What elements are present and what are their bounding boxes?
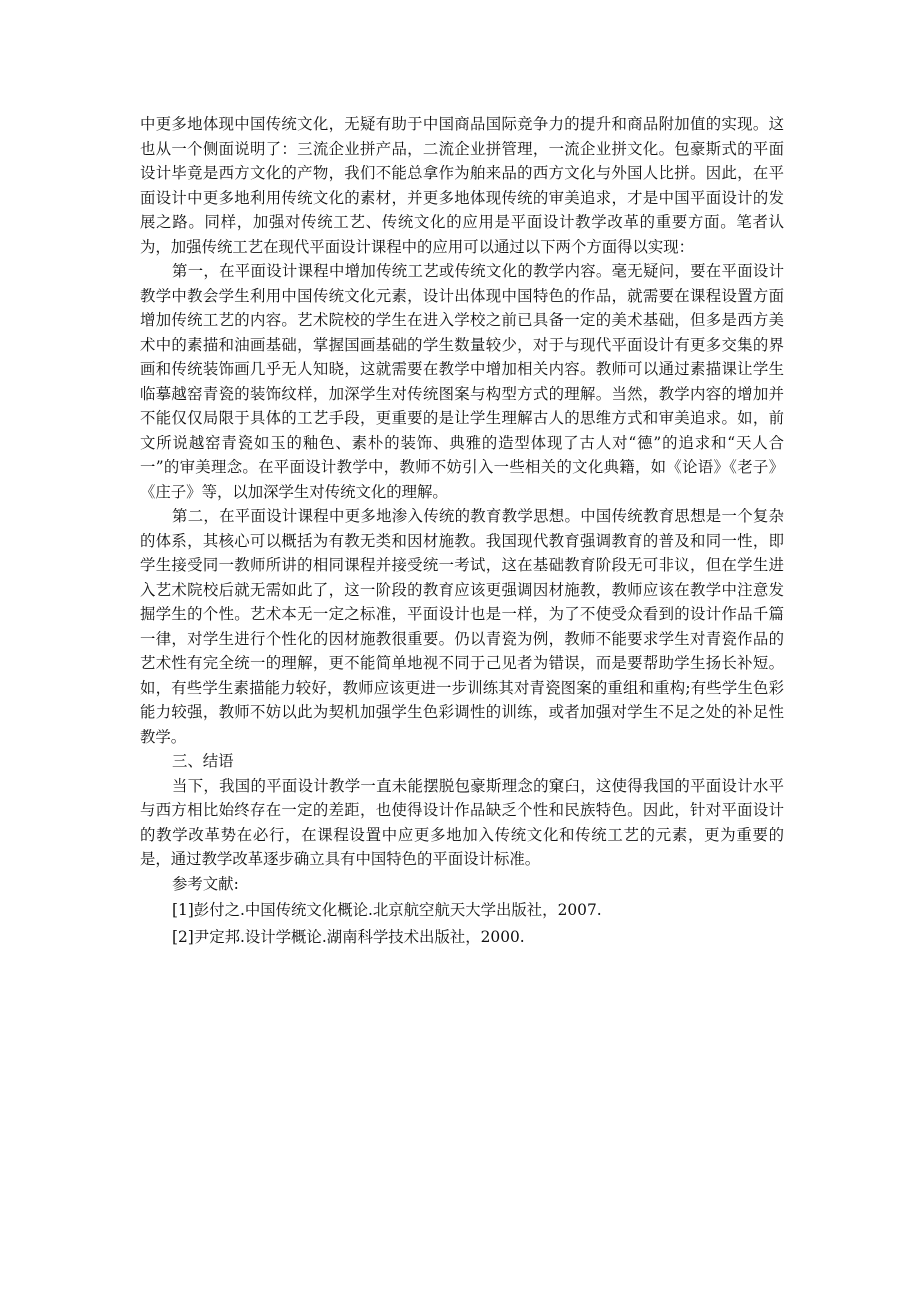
conclusion-paragraph: 当下，我国的平面设计教学一直未能摆脱包豪斯理念的窠臼，这使得我国的平面设计水平与西方相比始终存在一定的差距，也使得设计作品缺乏个性和民族特色。因此，针对平面设计的教学改革势在必行，在课程设置中应更多地加入传统文化和传统工艺的元素，更为重要的是，通过教学改革逐步确立具有中国特色的平面设计标准。: [140, 776, 784, 868]
body-paragraph-first-point: 第一，在平面设计课程中增加传统工艺或传统文化的教学内容。毫无疑问，要在平面设计教学中教会学生利用中国传统文化元素，设计出体现中国特色的作品，就需要在课程设置方面增加传统工艺的内容。艺术院校的学生在进入学校之前已具备一定的美术基础，但多是西方美术中的素描和油画基础，掌握国画基础的学生数量较少，对于与现代平面设计有更多交集的界画和传统装饰画几乎无人知晓，这就需要在教学中增加相关内容。教师可以通过素描课让学生临摹越窑青瓷的装饰纹样，加深学生对传统图案与构型方式的理解。当然，教学内容的增加并不能仅仅局限于具体的工艺手段，更重要的是让学生理解古人的思维方式和审美追求。如，前文所说越窑青瓷如玉的釉色、素朴的装饰、典雅的造型体现了古人对“德”的追求和“天人合一”的审美理念。在平面设计教学中，教师不妨引入一些相关的文化典籍，如《论语》《老子》《庄子》等，以加深学生对传统文化的理解。: [140, 262, 784, 501]
body-paragraph-continuation: 中更多地体现中国传统文化，无疑有助于中国商品国际竞争力的提升和商品附加值的实现。这也从一个侧面说明了：三流企业拼产品，二流企业拼管理，一流企业拼文化。包豪斯式的平面设计毕竟是西方文化的产物，我们不能总拿作为舶来品的西方文化与外国人比拼。因此，在平面设计中更多地利用传统文化的素材，并更多地体现传统的审美追求，才是中国平面设计的发展之路。同样，加强对传统工艺、传统文化的应用是平面设计教学改革的重要方面。笔者认为，加强传统工艺在现代平面设计课程中的应用可以通过以下两个方面得以实现：: [140, 115, 784, 256]
reference-item-2: [2]尹定邦.设计学概论.湖南科学技术出版社，2000.: [172, 927, 525, 946]
section-heading-conclusion: 三、结语: [172, 752, 234, 770]
reference-list: [140, 898, 784, 949]
body-paragraph-second-point: 第二，在平面设计课程中更多地渗入传统的教育教学思想。中国传统教育思想是一个复杂的体系，其核心可以概括为有教无类和因材施教。我国现代教育强调教育的普及和同一性，即学生接受同一教师所讲的相同课程并接受统一考试，这在基础教育阶段无可非议，但在学生进入艺术院校后就无需如此了，这一阶段的教育应该更强调因材施教，教师应该在教学中注意发掘学生的个性。艺术本无一定之标准，平面设计也是一样，为了不使受众看到的设计作品千篇一律，对学生进行个性化的因材施教很重要。仍以青瓷为例，教师不能要求学生对青瓷作品的艺术性有完全统一的理解，更不能简单地视不同于己见者为错误，而是要帮助学生扬长补短。如，有些学生素描能力较好，教师应该更进一步训练其对青瓷图案的重组和重构;有些学生色彩能力较强，教师不妨以此为契机加强学生色彩调性的训练，或者加强对学生不足之处的补足性教学。: [140, 507, 784, 746]
document-page: [140, 112, 784, 949]
references-heading: 参考文献:: [172, 874, 239, 893]
reference-item-1: [1]彭付之.中国传统文化概论.北京航空航天大学出版社，2007.: [172, 901, 602, 919]
